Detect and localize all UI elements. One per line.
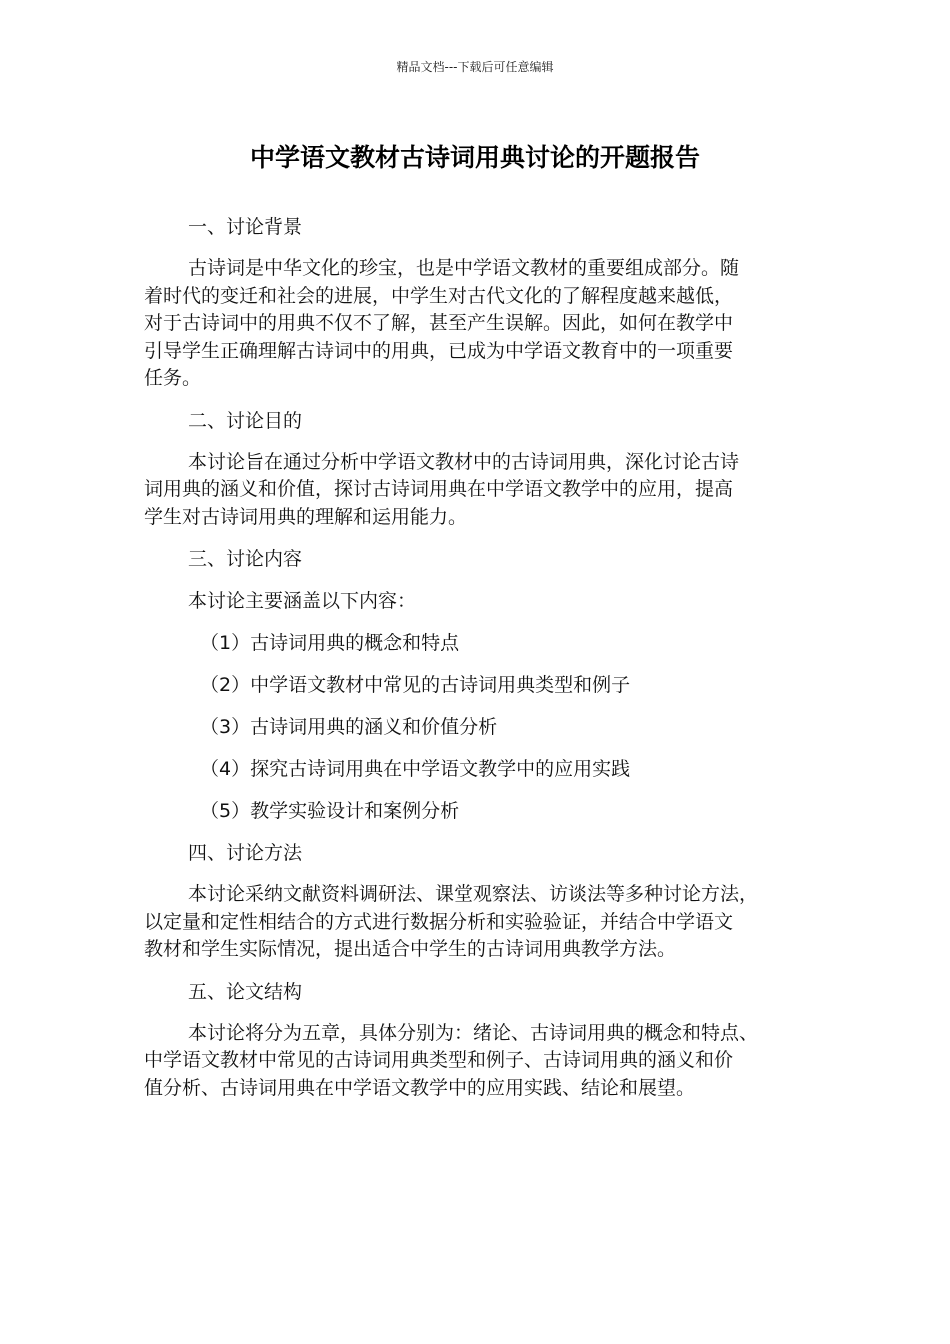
- paragraph-line: 中学语文教材中常见的古诗词用典类型和例子、古诗词用典的涵义和价: [144, 1049, 734, 1071]
- list-item: （5）教学实验设计和案例分析: [200, 800, 460, 822]
- document-title: 中学语文教材古诗词用典讨论的开题报告: [249, 143, 700, 172]
- document-body: [144, 213, 804, 1102]
- paragraph-method: [144, 881, 804, 964]
- page-header: 精品文档---下载后可任意编辑: [396, 60, 554, 74]
- list-item: （2）中学语文教材中常见的古诗词用典类型和例子: [200, 674, 631, 696]
- paragraph-line: 学生对古诗词用典的理解和运用能力。: [144, 505, 468, 528]
- paragraph-line: 古诗词是中华文化的珍宝，也是中学语文教材的重要组成部分。随: [188, 257, 740, 279]
- paragraph-line: 本讨论将分为五章，具体分别为：绪论、古诗词用典的概念和特点、: [188, 1021, 759, 1044]
- paragraph-line: 值分析、古诗词用典在中学语文教学中的应用实践、结论和展望。: [144, 1076, 696, 1099]
- paragraph-line: 以定量和定性相结合的方式进行数据分析和实验验证，并结合中学语文: [144, 910, 734, 933]
- list-item: （1）古诗词用典的概念和特点: [200, 632, 460, 654]
- paragraph-line: 词用典的涵义和价值，探讨古诗词用典在中学语文教学中的应用，提高: [144, 478, 734, 500]
- paragraph-line: 教材和学生实际情况，提出适合中学生的古诗词用典教学方法。: [144, 938, 677, 960]
- paragraph-purpose: [144, 449, 804, 532]
- paragraph-background: [144, 255, 804, 393]
- section-heading-background: 一、讨论背景: [188, 216, 303, 238]
- paragraph-structure: [144, 1020, 804, 1103]
- section-heading-content: 三、讨论内容: [188, 548, 303, 570]
- paragraph-line: 引导学生正确理解古诗词中的用典，已成为中学语文教育中的一项重要: [144, 339, 734, 362]
- section-heading-purpose: 二、讨论目的: [188, 409, 303, 432]
- paragraph-line: 着时代的变迁和社会的进展，中学生对古代文化的了解程度越来越低，: [144, 284, 734, 307]
- list-item: （4）探究古诗词用典在中学语文教学中的应用实践: [200, 758, 631, 780]
- paragraph-line: 本讨论采纳文献资料调研法、课堂观察法、访谈法等多种讨论方法，: [188, 883, 759, 905]
- list-item: （3）古诗词用典的涵义和价值分析: [200, 716, 498, 738]
- paragraph-line: 对于古诗词中的用典不仅不了解，甚至产生误解。因此，如何在教学中: [144, 312, 734, 334]
- section-heading-method: 四、讨论方法: [188, 842, 303, 864]
- paragraph-line: 任务。: [144, 367, 202, 389]
- section-heading-structure: 五、论文结构: [188, 980, 303, 1003]
- paragraph-line: 本讨论旨在通过分析中学语文教材中的古诗词用典，深化讨论古诗: [188, 450, 740, 473]
- content-intro: 本讨论主要涵盖以下内容：: [188, 590, 417, 612]
